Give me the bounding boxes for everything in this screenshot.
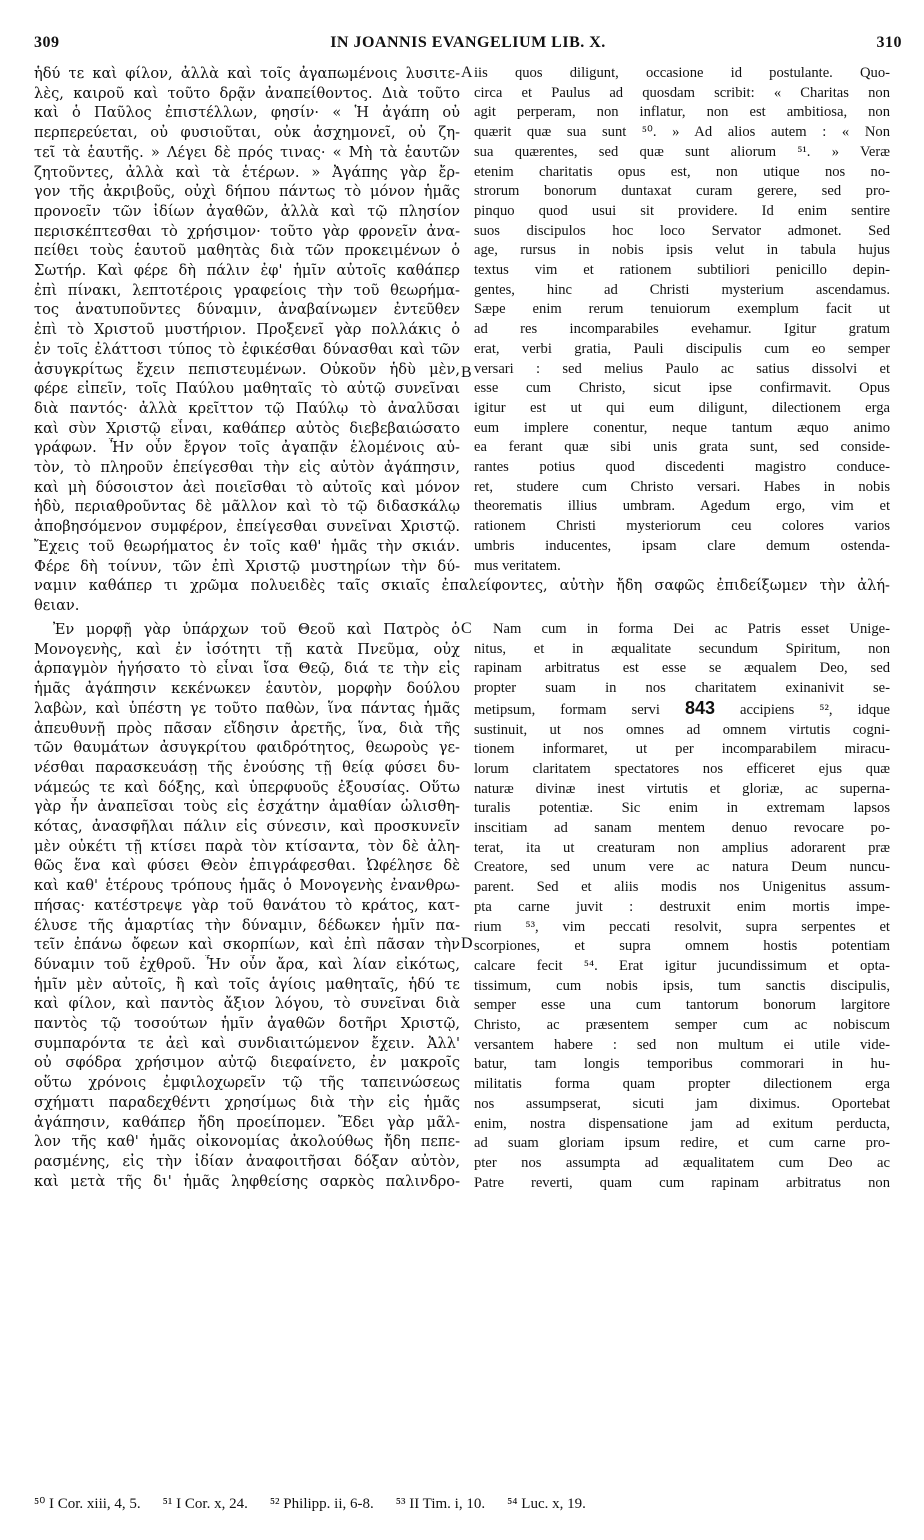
text-line: τῶν θαυμάτων ἀσυγκρίτου φαιδρότητος, θεωροὺς γε- [34, 739, 460, 757]
text-line: νάμεώς τε καὶ δόξης, καὶ ὑπερφυοῦς ἐξουσίας. Οὕτω [34, 778, 460, 796]
text-line: ζητοῦντες, ἀλλὰ καὶ τὰ ἑτέρων. » Ἀγάπης γὰρ ἔρ- [34, 163, 460, 181]
text-line: περπερεύεται, οὐ φυσιοῦται, οὐκ ἀσχημονεῖ, οὐ ζη- [34, 124, 460, 142]
text-line: eum implere conentur, neque tantum æquo animo [474, 419, 890, 436]
greek-column-bottom [34, 620, 460, 1191]
text-line: ἐπὶ τὸ Χριστοῦ μυστήριον. Προξενεῖ γὰρ πολλάκις ὁ [34, 321, 460, 339]
text-line: quærit quæ sua sunt ⁵⁰. » Ad alios autem : « Non [474, 124, 890, 141]
text-line: ἁρπαγμὸν ἡγήσατο τὸ εἶναι ἴσα Θεῷ, διά τε τὴν εἰς [34, 660, 460, 678]
text-line: ἐπὶ πίνακι, λεπτοτέροις γραφείοις τὴν τοῦ θεωρήμα- [34, 281, 460, 299]
text-line: λὲς, καιροῦ καὶ τοῦτο δρᾷν ἀναπείθοντος. Διὰ τοῦτο [34, 84, 460, 102]
text-line: suos discipulos hoc loco Servator admonet. Sed [474, 222, 890, 239]
text-line: Patre reverti, quam cum rapinam arbitratus non [474, 1174, 890, 1191]
section-marker-b: B [461, 364, 472, 381]
running-header [34, 34, 902, 56]
text-line: ad suam gloriam ipsum redire, et cum carne pro- [474, 1135, 890, 1152]
text-line: Christo, ac præsentem semper cum ac nobiscum [474, 1017, 890, 1034]
text-line: διὰ παντός· ἀλλὰ κρεῖττον τῷ Παύλῳ τὸ ἀναλῦσαι [34, 399, 460, 417]
text-line: rantes potius quod discedenti magistro conduce- [474, 459, 890, 476]
text-line: πήσας· κατέστρεψε γὰρ τοῦ θανάτου τὸ κράτος, κατ- [34, 896, 460, 914]
text-line: esse cum Christo, sicut ipse confirmavit. Opus [474, 380, 890, 397]
text-line: pta carne juvit : destruxit enim mortis impe- [474, 898, 890, 915]
text-line: tionem informaret, ut per incomparabilem miracu- [474, 741, 890, 758]
text-line: circa et Paulus ad quosdam scribit: « Charitas non [474, 84, 890, 101]
text-line: καὶ φίλον, καὶ παντὸς ἄξιον λόγου, τὸ συνεῖναι διὰ [34, 995, 460, 1013]
text-line: textus vim et rationem subtiliori penicillo depin- [474, 262, 890, 279]
text-line: τος ἀνατυποῦντες δύναμιν, ἀναβαίνωμεν ἐντεῦθεν [34, 301, 460, 319]
text-line: ἀγάπησιν, καθάπερ ἤδη προείπομεν. Ἔδει γὰρ μᾶλ- [34, 1113, 460, 1131]
text-line: ἐν τοῖς ἐλάττοσι τύπος τὸ ἐφικέσθαι δύνασθαι καὶ τῶν [34, 340, 460, 358]
text-line: metipsum, formam servi 843 accipiens ⁵², idque [474, 698, 890, 718]
text-line: Ἔχεις τοῦ θεωρήματος ἐν τοῖς καθ' ἡμᾶς τὴν σκιάν. [34, 537, 460, 555]
text-line: σχήματι παραδεχθέντι χρησίμως διὰ τὴν εἰς ἡμᾶς [34, 1093, 460, 1111]
text-line: παντὸς τῷ τοσούτων ἡμῖν ἀγαθῶν δοτῆρι Χριστῷ, [34, 1015, 460, 1033]
text-line: agit perperam, non inflatur, non est ambitiosa, non [474, 104, 890, 121]
text-line: militatis forma quam propter dilectionem erga [474, 1076, 890, 1093]
text-line: strorum bonorum duntaxat curam gerere, sed pro- [474, 183, 890, 200]
text-line: scorpiones, et supra omnem hostis potentiam [474, 938, 890, 955]
latin-column-top [474, 64, 890, 576]
text-line: parent. Sed et aliis modis nos Unigenitus assum- [474, 879, 890, 896]
latin-column-bottom [474, 620, 890, 1193]
text-line: συμπαρόντα τε ἀεὶ καὶ συνδιαιτώμενον ἔχειν. Ἀλλ' [34, 1034, 460, 1052]
text-line: θῶς ἕνα καὶ φύσει Θεὸν ἐπιγράφεσθαι. Ὠφέλησε δὲ [34, 857, 460, 875]
text-line: ret, studere cum Christo versari. Habes in nobis [474, 478, 890, 495]
text-line: propter suam in nos charitatem exinanivit se- [474, 680, 890, 697]
text-line: turalis potentiæ. Sic enim in extremam lapsos [474, 800, 890, 817]
text-line: naturæ divinæ inest virtutis et gloriæ, ac superna- [474, 780, 890, 797]
text-line: προνοεῖν τῶν ἰδίων ἀγαθῶν, ἀλλὰ καὶ τῷ πλησίον [34, 202, 460, 220]
text-line: νέσθαι παρασκευάσῃ τῆς ἐνούσης τῇ θείᾳ φύσει δυ- [34, 758, 460, 776]
text-line: ἀποβησόμενον συμφέρον, ἐπείγεσθαι συνεῖναι Χριστῷ. [34, 518, 460, 536]
text-line: terat, ita ut creaturam non amplius adorarent præ [474, 839, 890, 856]
text-line: πείθει τοὺς ἑαυτοῦ μαθητὰς διὰ τῶν προκειμένων ὁ [34, 242, 460, 260]
text-line: ea ferant quæ sibi unis grata sunt, sed conside- [474, 439, 890, 456]
text-line: etenim charitatis opus est, non utique nos no- [474, 163, 890, 180]
text-line: inscitiam ad sanam mentem denuo revocare po- [474, 820, 890, 837]
text-line: erat, verbi gratia, Pauli discipulis cum eo semper [474, 340, 890, 357]
text-line: λαβὼν, καὶ ὑπέστη γε τοῦτο παθὼν, ἵνα πάντας ἡμᾶς [34, 699, 460, 717]
text-line: Sæpe enim rerum tenuiorum exemplum facit ut [474, 301, 890, 318]
text-line: τεῖ τὰ ἑαυτῆς. » Λέγει δὲ πρός τινας· « Μὴ τὰ ἑαυτῶν [34, 143, 460, 161]
text-line: περισκέπτεσθαι τὸ χρήσιμον· τοῦτο γὰρ φρονεῖν ἀνα- [34, 222, 460, 240]
text-line: έλυσε τῆς ἁμαρτίας τὴν δύναμιν, δέδωκεν ἡμῖν πα- [34, 916, 460, 934]
text-line: ἡδύ τε καὶ φίλον, ἀλλὰ καὶ τοῖς ἀγαπωμένοις λυσιτε- [34, 65, 460, 82]
text-line: ad res incomparabiles evehamur. Igitur gratum [474, 321, 890, 338]
footnote: ⁵³ II Tim. i, 10. [395, 1496, 486, 1512]
text-line: μὲν οὐκέτι τῇ κτίσει παρὰ τὸν κτίσαντα, τὸν δὲ ἀλη- [34, 837, 460, 855]
text-line: τὸν, τὸ πληροῦν ἐπείγεσθαι τὴν εἰς αὐτὸν ἀγάπησιν, [34, 459, 460, 477]
text-line: igitur est ut qui eum diligunt, dilectionem erga [474, 399, 890, 416]
section-marker-a: A [461, 64, 473, 81]
footnote: ⁵⁰ I Cor. xiii, 4, 5. [34, 1496, 141, 1512]
text-line: Σωτήρ. Καὶ φέρε δὴ πάλιν ἐφ' ἡμῖν αὐτοῖς καθάπερ [34, 262, 460, 280]
text-line: rium ⁵³, vim peccati resolvit, supra serpentes et [474, 918, 890, 935]
text-line: sua quærentes, sed quæ sunt aliorum ⁵¹. » Veræ [474, 143, 890, 160]
text-line: ναμιν καθάπερ τι χρῶμα πολυειδὲς ταῖς σκιαῖς ἐπαλείφοντες, αὐτὴν ἤδη σαφῶς ἐπιδείξωμεν τὴν ἀλή- [34, 577, 890, 594]
greek-full-width [34, 576, 890, 615]
text-line: καὶ ὁ Παῦλος ἐπιστέλλων, φησίν· « Ἡ ἀγάπη οὐ [34, 104, 460, 122]
text-line: ἡμῖν μὲν αὐτοῖς, ἢ καὶ τοῖς ἁγίοις μαθηταῖς, ἡδύ τε [34, 975, 460, 993]
text-line: τεῖν ἐπάνω ὄφεων καὶ σκορπίων, καὶ ἐπὶ πᾶσαν τὴν [34, 936, 460, 954]
text-line: Μονογενὴς, καὶ ἐν ἰσότητι τῇ κατὰ Πνεῦμα, οὐχ [34, 640, 460, 658]
text-line: Creatore, sed unum vere ac natura Deum nuncu- [474, 859, 890, 876]
page-number-right: 310 [876, 34, 902, 51]
text-line: ρασμένης, εἰς τὴν ἰδίαν ἀναφοιτῆσαι δόξαν αὐτὸν, [34, 1152, 460, 1170]
footnote: ⁵² Philipp. ii, 6-8. [269, 1496, 374, 1512]
text-line: ἡμᾶς ἀγάπησιν κεκένωκεν ἑαυτὸν, μορφὴν δούλου [34, 680, 460, 698]
text-line: καὶ μὴ δύσοιστον ἀεὶ ποιεῖσθαι τὸ αὐτοῖς καὶ μόνον [34, 478, 460, 496]
text-line: Nam cum in forma Dei ac Patris esset Unige- [492, 621, 890, 637]
text-line: καὶ μετὰ τῆς δι' ἡμᾶς ληφθείσης σαρκὸς παλινδρο- [34, 1172, 460, 1190]
text-line: rationem Christi mysteriorum ceu colores varios [474, 518, 890, 535]
text-line: οὕτω χρόνοις ἐμφιλοχωρεῖν τῷ τῆς ταπεινώσεως [34, 1074, 460, 1092]
text-line: γον τῆς ἀκριβοῦς, οὐχὶ δήπου πάντως τὸ μόνον ἡμᾶς [34, 183, 460, 201]
text-line: lorum claritatem spectatores nos efficeret ejus quæ [474, 760, 890, 777]
text-line: age, rursus in nobis ipsis velut in tabula hujus [474, 242, 890, 259]
section-marker-d: D [461, 935, 473, 952]
running-title: IN JOANNIS EVANGELIUM LIB. X. [330, 34, 606, 51]
text-line: καὶ σὺν Χριστῷ εἶναι, καθάπερ αὐτὸς διεβεβαιώσατο [34, 419, 460, 437]
text-line: θειαν. [34, 596, 80, 614]
text-line: tissimum, cum nobis ipsis, tum sanctis discipulis, [474, 977, 890, 994]
page-number-left: 309 [34, 34, 60, 51]
text-line: καὶ καθ' ἑτέρους τρόπους ἡμᾶς ὁ Μονογενὴς ἐνανθρω- [34, 877, 460, 895]
text-line: sustinuit, ut nos omnes ad omnem virtutis cogni- [474, 721, 890, 738]
text-line: Ἐν μορφῇ γὰρ ὑπάρχων τοῦ Θεοῦ καὶ Πατρὸς ὁ [52, 621, 460, 638]
text-line: λον τῆς καθ' ἡμᾶς οἰκονομίας ἀκολούθως ἤδη πεπε- [34, 1133, 460, 1151]
text-line: rapinam arbitratus est esse se æqualem Deo, sed [474, 660, 890, 677]
text-line: gentes, hinc ad Christi mysterium ascendamus. [474, 281, 890, 298]
text-line: umbris inducentes, ipsam clare demum ostenda- [474, 537, 890, 554]
text-line: versari : sed melius Paulo ac satius dissolvi et [474, 360, 890, 377]
text-line: versantem habere : sed non multum ei utile vide- [474, 1036, 890, 1053]
text-line: batur, tam longis temporibus commorari in hu- [474, 1056, 890, 1073]
footnote: ⁵¹ I Cor. x, 24. [162, 1496, 248, 1512]
text-line: nos assumpserat, sicuti jam diximus. Oportebat [474, 1095, 890, 1112]
text-line: pter nos assumpta ad æqualitatem cum Deo ac [474, 1154, 890, 1171]
text-line: Φέρε δὴ τοίνυν, τῶν ἐπὶ Χριστῷ μυστηρίων τὴν δύ- [34, 557, 460, 575]
text-line: φέρε εἰπεῖν, τοῖς Παύλου μαθηταῖς τὸ αὐτῷ συνεῖναι [34, 380, 460, 398]
text-line: δύναμιν τοῦ ἐχθροῦ. Ἦν οὖν ἄρα, καὶ λίαν εἰκότως, [34, 955, 460, 973]
footnotes [34, 1494, 902, 1516]
footnote: ⁵⁴ Luc. x, 19. [507, 1496, 586, 1512]
section-marker-c: C [461, 620, 472, 637]
text-line: κότας, ἀνασφῆλαι πάλιν εἰς σύνεσιν, καὶ προσκυνεῖν [34, 818, 460, 836]
text-line: theorematis illius umbram. Agedum ergo, vim et [474, 498, 890, 515]
text-line: calcare fecit ⁵⁴. Erat igitur jucundissimum et opta- [474, 957, 890, 974]
text-line: ἀπευθυνῇ πρὸς πᾶσαν εἴδησιν ἀρετῆς, ἵνα, διὰ τῆς [34, 719, 460, 737]
text-line: mus veritatem. [474, 557, 561, 574]
text-line: semper esse una cum tantorum bonorum largitore [474, 997, 890, 1014]
text-line: ἡδὺ, περιαθροῦντας δὲ μᾶλλον καὶ τὸ τῷ διδασκάλῳ [34, 498, 460, 516]
column-number: 843 [684, 698, 715, 718]
text-line: nitus, et in æqualitate secundum Spiritum, non [474, 640, 890, 657]
text-line: pinquo quod usui sit providere. Id enim sentire [474, 202, 890, 219]
text-line: iis quos diligunt, occasione id postulante. Quo- [474, 65, 890, 81]
greek-column-top [34, 64, 460, 576]
text-line: enim, nostra dispensatione jam ad exitum perducta, [474, 1115, 890, 1132]
text-line: οὐ σφόδρα χρήσιμον αὐτῷ διεφαίνετο, ἐν μακροῖς [34, 1054, 460, 1072]
text-line: γράφων. Ἦν οὖν ἔργον τοῖς ἀγαπᾷν ἑλομένοις αὐ- [34, 439, 460, 457]
text-line: ἀσυγκρίτως ἔχειν πεπιστευμένων. Οὐκοῦν ἡδὺ μὲν, [34, 360, 460, 378]
text-line: γὰρ ἦν ἀναπεῖσαι τοὺς εἰς ἐσχάτην ἀμαθίαν ὠλισθη- [34, 798, 460, 816]
